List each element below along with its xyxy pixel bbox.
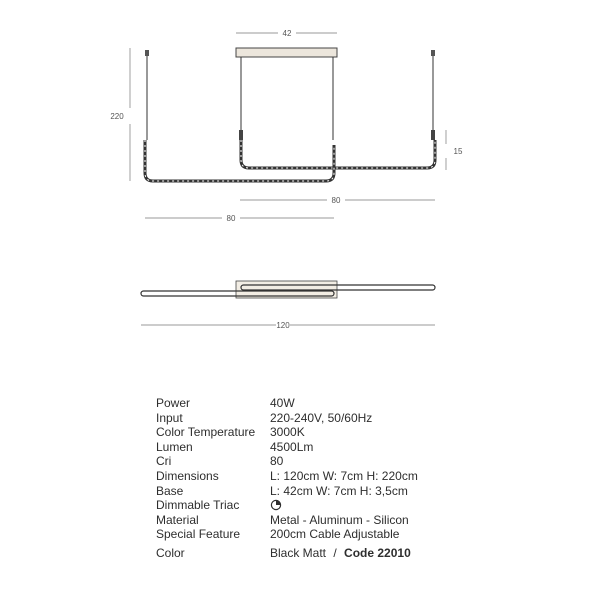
- dim-label-80-right: 80: [331, 196, 341, 205]
- spec-row-power: [156, 396, 456, 411]
- dimmer-icon: [270, 499, 282, 511]
- spec-row-base: [156, 484, 456, 499]
- spec-row-material: [156, 513, 456, 528]
- spec-table: [156, 396, 456, 561]
- spec-row-dimensions: [156, 469, 456, 484]
- spec-value: L: 120cm W: 7cm H: 220cm: [270, 468, 418, 483]
- spec-row-special-feature: [156, 527, 456, 542]
- dim-label-15: 15: [453, 147, 463, 156]
- spec-row-color: [156, 546, 456, 561]
- spec-label: Dimmable Triac: [156, 498, 240, 513]
- dim-label-42: 42: [282, 29, 292, 38]
- spec-value: Metal - Aluminum - Silicon: [270, 512, 409, 527]
- ceiling-base: [236, 48, 337, 57]
- spec-label: Power: [156, 396, 191, 410]
- spec-value: L: 42cm W: 7cm H: 3,5cm: [270, 483, 408, 498]
- dim-label-120: 120: [276, 321, 290, 330]
- spec-row-lumen: [156, 440, 456, 455]
- spec-label: Color Temperature: [156, 425, 256, 440]
- spec-row-cri: [156, 454, 456, 469]
- color-value: Black Matt: [270, 545, 327, 560]
- spec-label: Cri: [156, 454, 172, 469]
- spec-label: Color: [156, 545, 185, 560]
- color-separator: /: [333, 545, 337, 560]
- product-code: Code 22010: [344, 545, 411, 560]
- top-view: [141, 281, 435, 298]
- spec-label: Special Feature: [156, 527, 241, 542]
- dim-label-220: 220: [110, 112, 124, 121]
- spec-value: 3000K: [270, 425, 305, 440]
- spec-value: 220-240V, 50/60Hz: [270, 410, 373, 425]
- spec-value: 80: [270, 454, 284, 469]
- spec-row-dimmable-triac: [156, 498, 456, 513]
- spec-label: Base: [156, 483, 184, 498]
- spec-label: Material: [156, 512, 199, 527]
- spec-value: 4500Lm: [270, 439, 314, 454]
- spec-value: [270, 546, 456, 561]
- spec-value: 40W: [270, 396, 295, 410]
- spec-row-color-temperature: [156, 425, 456, 440]
- dim-label-80-left: 80: [226, 214, 236, 223]
- light-frame-right: [241, 140, 435, 168]
- front-view: [145, 48, 435, 181]
- spec-value: [270, 498, 456, 513]
- cable-gripper: [431, 130, 435, 140]
- spec-label: Dimensions: [156, 468, 219, 483]
- spec-value: 200cm Cable Adjustable: [270, 527, 400, 542]
- cable-gripper: [239, 130, 243, 140]
- cable-clip: [431, 50, 435, 56]
- cable-clip: [145, 50, 149, 56]
- spec-label: Lumen: [156, 439, 193, 454]
- spec-row-input: [156, 411, 456, 426]
- spec-label: Input: [156, 410, 183, 425]
